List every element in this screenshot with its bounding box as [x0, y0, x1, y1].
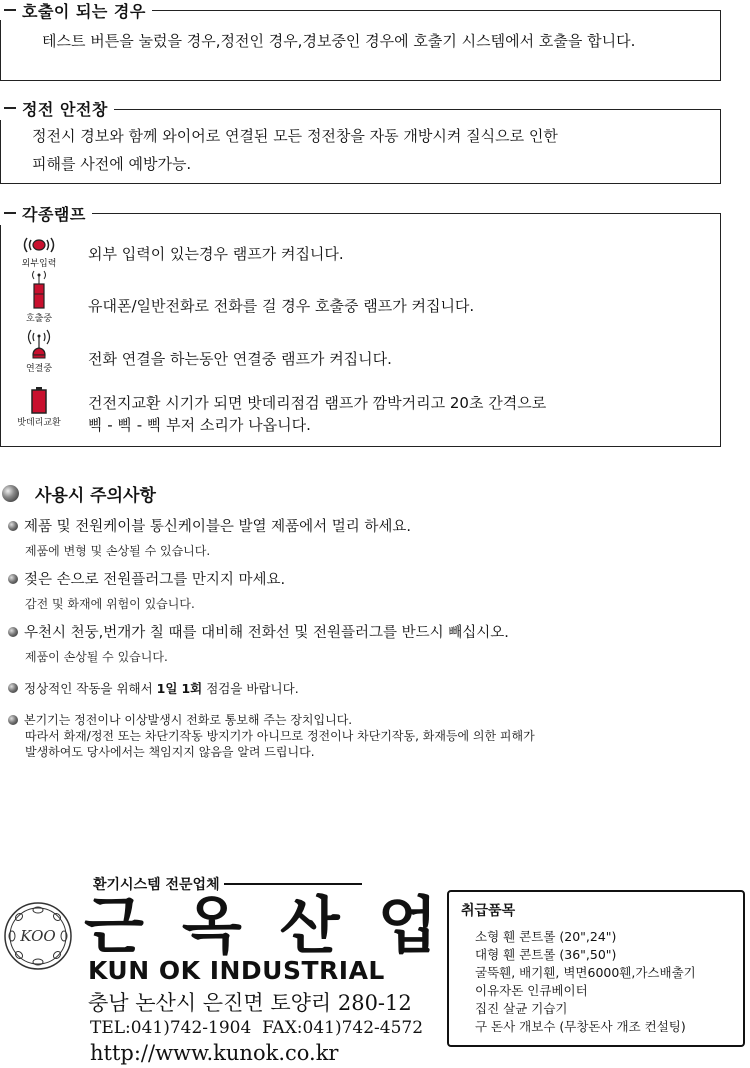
caution-main-2: 젖은 손으로 전원플러그를 만지지 마세요. [24, 572, 286, 588]
caution-sub-2: 감전 및 화재에 위험이 있습니다. [25, 597, 195, 611]
section-lamps-title: 각종램프 [22, 204, 86, 224]
lamp-item-external [10, 235, 344, 269]
section-call-title: 호출이 되는 경우 [22, 1, 146, 21]
logo-lettering: KOO [20, 927, 56, 945]
lamp-text-calling: 유대폰/일반전화로 전화를 걸 경우 호출중 램프가 켜집니다. [88, 297, 475, 315]
connecting-lamp-icon [24, 328, 54, 360]
lamp-item-calling [10, 270, 474, 324]
cautions-heading [2, 481, 156, 506]
products-box [447, 890, 745, 1047]
caution-notice [8, 711, 535, 760]
lamp-item-connecting [10, 328, 392, 374]
section-call-heading [0, 0, 152, 20]
check-bold-times: 1회 [181, 681, 203, 696]
company-tagline-text: 환기시스템 전문업체 [93, 877, 220, 893]
caution-main-3: 우천시 천둥,번개가 칠 때를 대비해 전화선 및 전원플러그를 반드시 빼십시오. [24, 625, 509, 641]
big-bullet-icon [2, 485, 19, 502]
external-input-lamp-icon [21, 235, 57, 255]
lamp-text-battery-line1: 건전지교환 시기가 되면 밧데리점검 램프가 깜박거리고 20초 간격으로 [88, 394, 547, 412]
company-name-kr: 근옥산업 [84, 889, 476, 962]
caution-sub-3: 제품이 손상될 수 있습니다. [25, 650, 168, 664]
check-bold-day: 1일 [156, 681, 178, 696]
company-name-en: KUN OK INDUSTRIAL [88, 956, 385, 985]
caution-main-1: 제품 및 전원케이블 통신케이블은 발열 제품에서 멀리 하세요. [24, 519, 412, 535]
lamp-caption-battery: 밧데리교환 [17, 418, 61, 428]
cautions-title: 사용시 주의사항 [35, 486, 156, 506]
bullet-icon [8, 521, 18, 531]
product-item: 이유자돈 인큐베이터 [475, 983, 588, 998]
notice-line1: 본기기는 정전이나 이상발생시 전화로 통보해 주는 장치입니다. [24, 713, 353, 727]
section-call-text: 테스트 버튼을 눌렀을 경우,정전인 경우,경보중인 경우에 호출기 시스템에서 호출을 합니다. [42, 32, 636, 50]
lamp-item-battery [10, 386, 546, 436]
lamp-text-connecting: 전화 연결을 하는동안 연결중 램프가 켜집니다. [88, 350, 392, 368]
company-url[interactable]: http://www.kunok.co.kr [90, 1041, 339, 1065]
notice-line3: 발생하여도 당사에서는 책임지지 않음을 알려 드립니다. [25, 745, 315, 759]
product-item: 구 돈사 개보수 (무창돈사 개조 컨설팅) [475, 1019, 686, 1034]
lamp-text-external: 외부 입력이 있는경우 램프가 켜집니다. [88, 245, 344, 263]
bullet-icon [8, 627, 18, 637]
caution-item-3 [8, 621, 509, 665]
products-title: 취급품목 [461, 903, 516, 919]
company-logo [2, 900, 74, 972]
section-lamps-heading [0, 201, 92, 225]
battery-lamp-icon [28, 386, 50, 414]
caution-check [8, 679, 299, 697]
product-item: 굴뚝휀, 배기휀, 벽면6000휀,가스배출기 [475, 965, 696, 980]
lamp-caption-connecting: 연결중 [25, 364, 53, 374]
lamp-text-battery-line2: 삑 - 삑 - 삑 부저 소리가 나옵니다. [88, 416, 311, 434]
bullet-icon [8, 683, 18, 693]
section-power-heading [0, 96, 114, 120]
caution-item-1 [8, 515, 411, 559]
product-item: 집진 살균 기습기 [475, 1001, 568, 1016]
lamp-caption-external: 외부입력 [21, 259, 57, 269]
company-address: 충남 논산시 은진면 토양리 280-12 [88, 991, 412, 1015]
section-power-title: 정전 안전창 [22, 99, 108, 119]
check-after: 점검을 바랍니다. [202, 681, 299, 696]
lamp-caption-calling: 호출중 [25, 314, 53, 324]
product-item: 소형 휀 콘트롤 (20",24") [475, 929, 617, 944]
caution-sub-1: 제품에 변형 및 손상될 수 있습니다. [25, 544, 211, 558]
company-tel: TEL:041)742-1904 FAX:041)742-4572 [90, 1018, 424, 1038]
section-power-line1: 정전시 경보와 함께 와이어로 연결된 모든 정전창을 자동 개방시켜 질식으로 인한 [32, 127, 558, 145]
bullet-icon [8, 715, 18, 725]
product-item: 대형 휀 콘트롤 (36",50") [475, 947, 617, 962]
bullet-icon [8, 574, 18, 584]
check-before: 정상적인 작동을 위해서 [24, 681, 157, 696]
section-power-line2: 피해를 사전에 예방가능. [32, 155, 192, 173]
caution-item-2 [8, 568, 285, 612]
notice-line2: 따라서 화재/정전 또는 차단기작동 방지기가 아니므로 정전이나 차단기작동, 화재등에 의한 피해가 [25, 729, 535, 743]
calling-lamp-icon [27, 270, 51, 310]
